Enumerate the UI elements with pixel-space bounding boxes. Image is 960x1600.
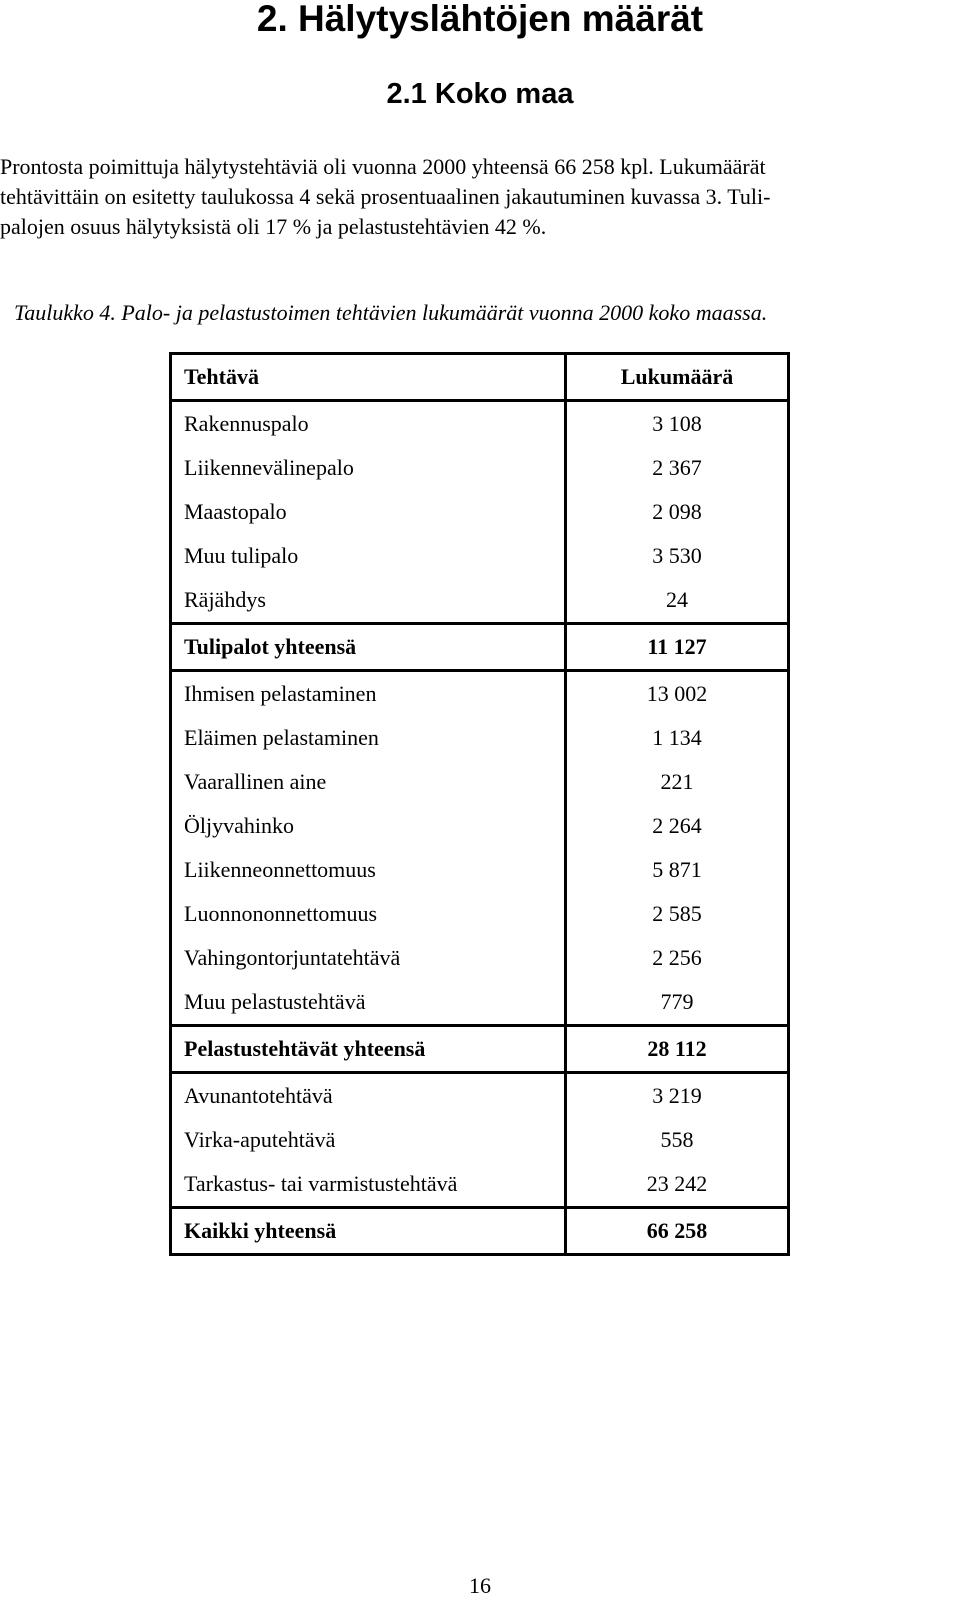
count-cell: 28 112: [566, 1026, 789, 1073]
table-row: [171, 936, 789, 980]
count-cell: 66 258: [566, 1208, 789, 1255]
count-cell: 2 585: [652, 901, 702, 926]
task-cell: Rakennuspalo: [171, 401, 566, 447]
task-cell: Öljyvahinko: [171, 804, 566, 848]
table-row: [171, 980, 789, 1026]
paragraph-line: Prontosta poimittuja hälytystehtäviä oli vuonna 2000 yhteensä 66 258 kpl. Lukumäärät: [0, 154, 766, 179]
task-cell: Avunantotehtävä: [171, 1073, 566, 1119]
table-row: [171, 446, 789, 490]
task-cell: Virka-aputehtävä: [171, 1118, 566, 1162]
table-row: [171, 401, 789, 447]
grand-total-row: [171, 1208, 789, 1255]
count-cell: 23 242: [646, 1171, 708, 1196]
page-number: 16: [469, 1573, 491, 1598]
table-row: [171, 1073, 789, 1119]
task-cell: Luonnononnettomuus: [171, 892, 566, 936]
paragraph-line: tehtävittäin on esitetty taulukossa 4 sekä prosentuaalinen jakautuminen kuvassa 3. Tuli-: [0, 184, 771, 209]
task-cell: Liikenneonnettomuus: [171, 848, 566, 892]
task-cell: Ihmisen pelastaminen: [171, 671, 566, 717]
count-cell: 221: [660, 769, 694, 794]
count-cell: 24: [666, 587, 688, 612]
table-row: [171, 578, 789, 624]
task-cell: Muu tulipalo: [171, 534, 566, 578]
table-row: [171, 804, 789, 848]
subtotal-row: [171, 1026, 789, 1073]
count-cell: 779: [660, 989, 694, 1014]
count-cell: 3 530: [652, 543, 702, 568]
tasks-table: [169, 352, 790, 1256]
task-cell: Eläimen pelastaminen: [171, 716, 566, 760]
count-cell: 5 871: [652, 857, 702, 882]
table-row: [171, 848, 789, 892]
table-row: [171, 534, 789, 578]
count-cell: 3 108: [652, 411, 702, 436]
task-cell: Maastopalo: [171, 490, 566, 534]
table-caption: Taulukko 4. Palo- ja pelastustoimen tehtävien lukumäärät vuonna 2000 koko maassa.: [14, 300, 768, 325]
count-cell: 2 367: [652, 455, 702, 480]
intro-paragraph: [0, 152, 960, 242]
task-cell: Muu pelastustehtävä: [171, 980, 566, 1026]
table-row: [171, 716, 789, 760]
table-row: [171, 671, 789, 717]
task-cell: Vahingontorjuntatehtävä: [171, 936, 566, 980]
task-cell: Pelastustehtävät yhteensä: [171, 1026, 566, 1073]
count-cell: 13 002: [646, 681, 708, 706]
subtotal-row: [171, 624, 789, 671]
task-cell: Vaarallinen aine: [171, 760, 566, 804]
count-cell: 11 127: [566, 624, 789, 671]
subsection-heading: 2.1 Koko maa: [386, 78, 574, 110]
table-row: [171, 1118, 789, 1162]
task-cell: Tarkastus- tai varmistustehtävä: [171, 1162, 566, 1208]
task-cell: Liikennevälinepalo: [171, 446, 566, 490]
count-cell: 558: [660, 1127, 694, 1152]
table-header-row: [171, 354, 789, 401]
count-cell: 2 098: [652, 499, 702, 524]
task-cell: Tulipalot yhteensä: [171, 624, 566, 671]
count-cell: 1 134: [652, 725, 702, 750]
table-row: [171, 1162, 789, 1208]
count-cell: 2 256: [652, 945, 702, 970]
table-row: [171, 892, 789, 936]
task-cell: Räjähdys: [171, 578, 566, 624]
column-header-task: Tehtävä: [171, 354, 566, 401]
section-heading: 2. Hälytyslähtöjen määrät: [256, 0, 704, 39]
count-cell: 2 264: [652, 813, 702, 838]
count-cell: 3 219: [652, 1083, 702, 1108]
table-row: [171, 760, 789, 804]
paragraph-line: palojen osuus hälytyksistä oli 17 % ja pelastustehtävien 42 %.: [0, 214, 547, 239]
column-header-count: Lukumäärä: [566, 354, 789, 401]
table-row: [171, 490, 789, 534]
task-cell: Kaikki yhteensä: [171, 1208, 566, 1255]
